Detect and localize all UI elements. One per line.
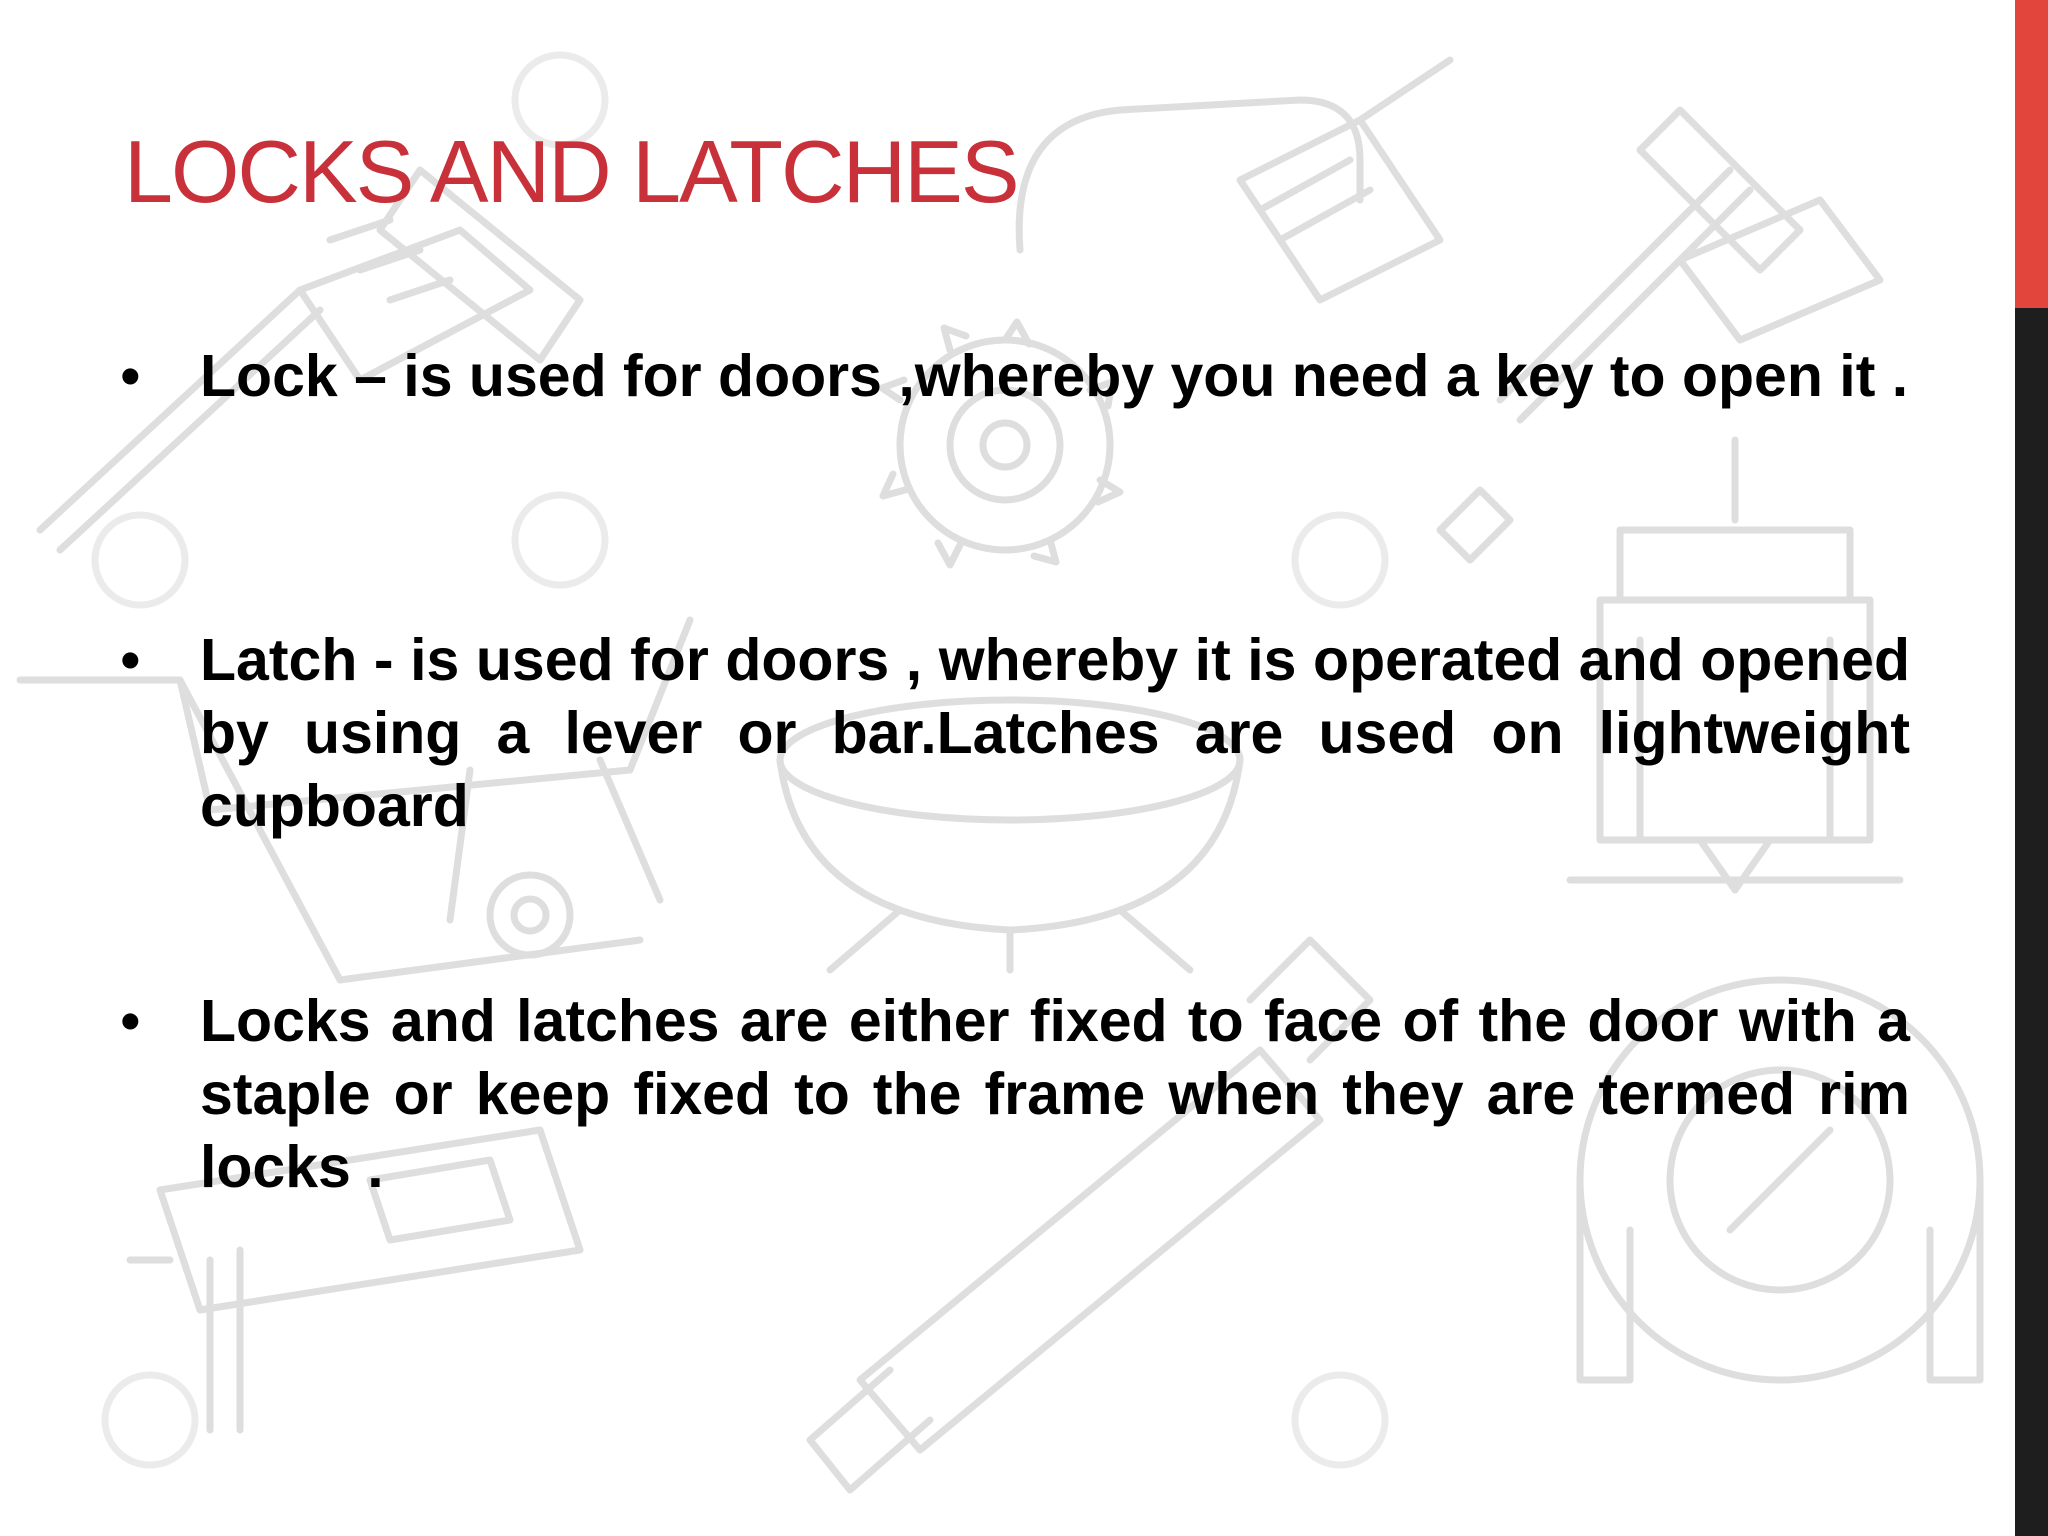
slide-title: LOCKS AND LATCHES xyxy=(124,122,1018,221)
bullet-text-rim-locks: Locks and latches are either fixed to face of the door with a staple or keep fixed to the frame when they are termed rim locks . xyxy=(200,988,1910,1200)
clamp-icon xyxy=(1019,60,1450,300)
bullet-text-latch: Latch - is used for doors , whereby it is operated and opened by using a lever or bar.Latches are used on lightweight cupboard xyxy=(200,627,1910,839)
bullet-marker: • xyxy=(120,627,141,693)
accent-bar-dark xyxy=(2015,308,2048,1536)
bullet-item xyxy=(120,340,1910,413)
bullet-item xyxy=(120,624,1910,843)
bullet-text-lock: Lock – is used for doors ,whereby you need a key to open it . xyxy=(200,343,1909,409)
accent-bar-red xyxy=(2015,0,2048,308)
hammer-icon xyxy=(1440,110,1880,560)
bullet-marker: • xyxy=(120,988,141,1054)
bullet-item xyxy=(120,985,1910,1204)
bullet-marker: • xyxy=(120,343,141,409)
